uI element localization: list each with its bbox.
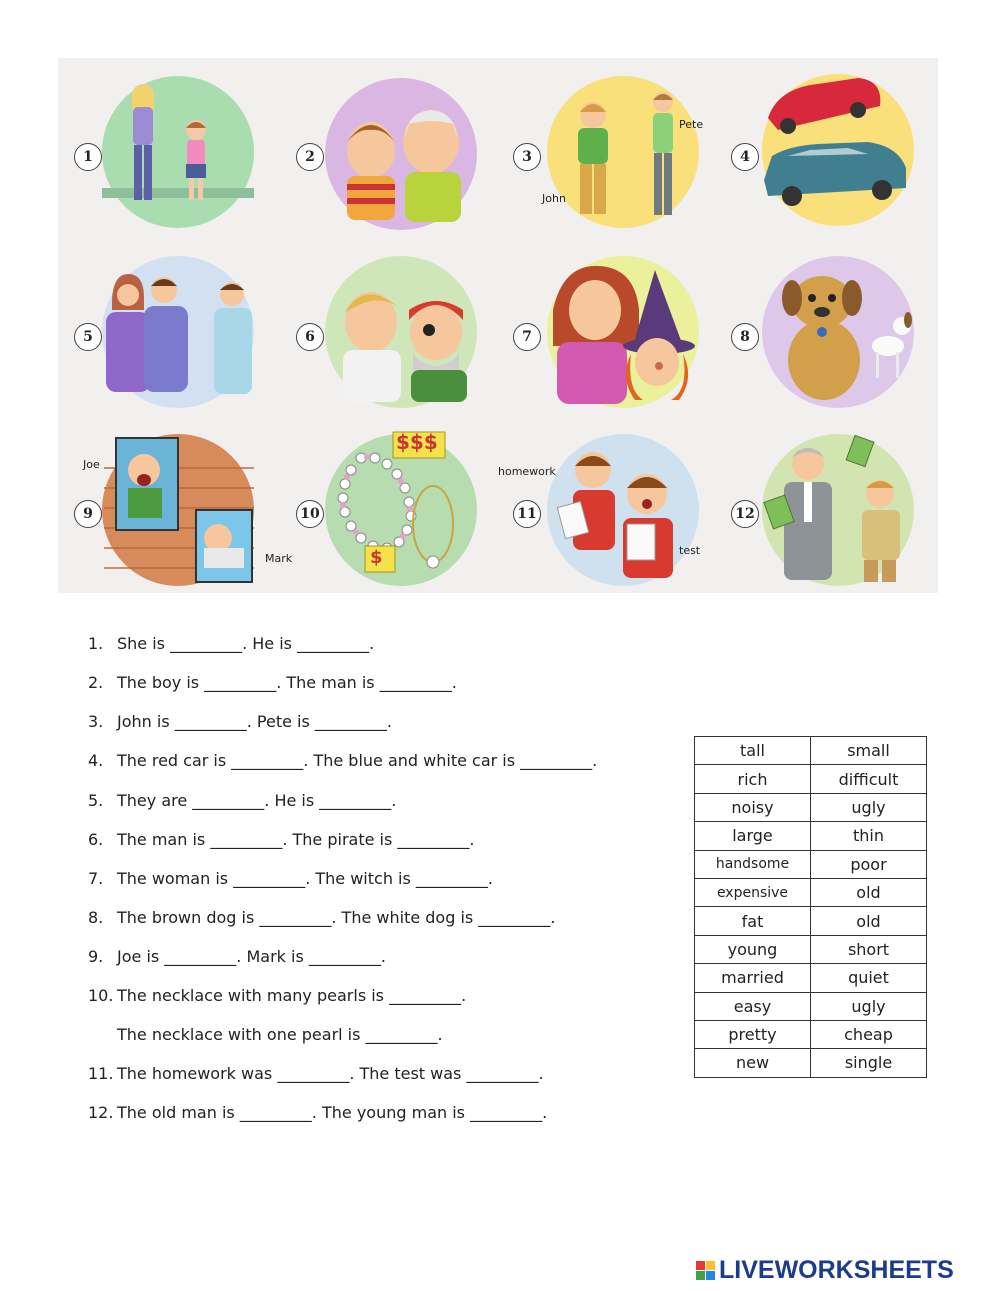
word-bank-row xyxy=(695,765,927,793)
question-text: The woman is _________. The witch is _________. xyxy=(117,869,493,888)
question-7 xyxy=(88,869,493,888)
question-number: 12. xyxy=(88,1103,114,1122)
price-tag-high: $$$ xyxy=(396,430,438,454)
question-number: 2. xyxy=(88,673,104,692)
scene-2-young-boy-old-man xyxy=(321,72,481,232)
word-cell: pretty xyxy=(695,1020,811,1048)
question-11 xyxy=(88,1064,544,1083)
word-cell: short xyxy=(811,935,927,963)
scene-4-new-car-old-car xyxy=(758,68,918,228)
question-number: 1. xyxy=(88,634,104,653)
question-text: The old man is _________. The young man is _________. xyxy=(117,1103,548,1122)
word-cell: difficult xyxy=(811,765,927,793)
word-cell: large xyxy=(695,822,811,850)
label-joe: Joe xyxy=(83,458,100,471)
question-text: The necklace with many pearls is _________. xyxy=(117,986,467,1005)
question-text: The red car is _________. The blue and white car is _________. xyxy=(117,751,598,770)
label-mark: Mark xyxy=(265,552,293,565)
word-bank-table xyxy=(694,736,927,1078)
question-10b xyxy=(88,1025,443,1044)
scene-8-fat-dog-thin-dog xyxy=(758,250,918,410)
logo-block-yellow xyxy=(706,1261,715,1270)
word-cell: single xyxy=(811,1049,927,1077)
question-number: 4. xyxy=(88,751,104,770)
word-bank-row xyxy=(695,935,927,963)
word-bank-row xyxy=(695,793,927,821)
label-homework: homework xyxy=(498,465,556,478)
scene-1-tall-woman-short-girl xyxy=(98,70,258,230)
word-cell: cheap xyxy=(811,1020,927,1048)
price-tag-low: $ xyxy=(370,547,383,568)
question-text: The homework was _________. The test was _________. xyxy=(117,1064,544,1083)
question-text: The brown dog is _________. The white dog is _________. xyxy=(117,908,556,927)
question-number: 11. xyxy=(88,1064,114,1083)
word-cell: poor xyxy=(811,850,927,878)
word-cell: old xyxy=(811,907,927,935)
picture-number-4: 4 xyxy=(731,143,759,171)
logo-blocks-icon xyxy=(696,1261,715,1280)
liveworksheets-logo[interactable] xyxy=(696,1256,954,1285)
question-6 xyxy=(88,830,474,849)
picture-number-11: 11 xyxy=(513,500,541,528)
word-cell: noisy xyxy=(695,793,811,821)
question-number: 8. xyxy=(88,908,104,927)
picture-number-9: 9 xyxy=(74,500,102,528)
picture-number-6: 6 xyxy=(296,323,324,351)
word-bank-row xyxy=(695,850,927,878)
question-number: 6. xyxy=(88,830,104,849)
question-number: 10. xyxy=(88,986,114,1005)
question-text: She is _________. He is _________. xyxy=(117,634,375,653)
label-test: test xyxy=(679,544,701,557)
picture-number-2: 2 xyxy=(296,143,324,171)
question-3 xyxy=(88,712,392,731)
word-cell: old xyxy=(811,878,927,906)
question-5 xyxy=(88,791,396,810)
question-text: The man is _________. The pirate is _________. xyxy=(117,830,475,849)
word-cell: rich xyxy=(695,765,811,793)
word-cell: fat xyxy=(695,907,811,935)
scene-11-easy-homework-difficult-test xyxy=(543,428,703,588)
word-cell: young xyxy=(695,935,811,963)
word-bank-row xyxy=(695,878,927,906)
picture-number-10: 10 xyxy=(296,500,324,528)
word-cell: ugly xyxy=(811,793,927,821)
logo-block-blue xyxy=(706,1271,715,1280)
word-bank-row xyxy=(695,1049,927,1077)
question-number: 5. xyxy=(88,791,104,810)
word-bank-row xyxy=(695,907,927,935)
scene-3-short-john-tall-pete xyxy=(543,70,703,230)
question-text: The boy is _________. The man is _________. xyxy=(117,673,457,692)
picture-number-8: 8 xyxy=(731,323,759,351)
question-text: They are _________. He is _________. xyxy=(117,791,397,810)
word-bank-row xyxy=(695,964,927,992)
scene-7-pretty-woman-ugly-witch xyxy=(543,250,703,410)
word-cell: thin xyxy=(811,822,927,850)
picture-number-1: 1 xyxy=(74,143,102,171)
question-1 xyxy=(88,634,374,653)
word-cell: quiet xyxy=(811,964,927,992)
scene-12-rich-old-man-poor-young-man xyxy=(758,428,918,588)
question-number: 9. xyxy=(88,947,104,966)
scene-5-married-couple-single-man xyxy=(98,250,258,410)
question-text: The necklace with one pearl is _________. xyxy=(117,1025,443,1044)
label-pete: Pete xyxy=(679,118,704,131)
logo-text: LIVEWORKSHEETS xyxy=(719,1256,954,1284)
word-cell: tall xyxy=(695,737,811,765)
word-cell: ugly xyxy=(811,992,927,1020)
label-john: John xyxy=(542,192,566,205)
question-12 xyxy=(88,1103,547,1122)
word-cell: expensive xyxy=(695,878,811,906)
question-text: Joe is _________. Mark is _________. xyxy=(117,947,386,966)
word-cell: small xyxy=(811,737,927,765)
logo-block-red xyxy=(696,1261,705,1270)
word-bank-row xyxy=(695,992,927,1020)
picture-number-3: 3 xyxy=(513,143,541,171)
scene-9-noisy-joe-quiet-mark xyxy=(98,428,258,588)
word-cell: easy xyxy=(695,992,811,1020)
picture-number-7: 7 xyxy=(513,323,541,351)
word-cell: new xyxy=(695,1049,811,1077)
word-bank-row xyxy=(695,1020,927,1048)
question-2 xyxy=(88,673,457,692)
question-9 xyxy=(88,947,386,966)
logo-block-green xyxy=(696,1271,705,1280)
picture-number-5: 5 xyxy=(74,323,102,351)
question-number: 3. xyxy=(88,712,104,731)
question-10 xyxy=(88,986,466,1005)
word-cell: married xyxy=(695,964,811,992)
word-bank-row xyxy=(695,737,927,765)
word-cell: handsome xyxy=(695,850,811,878)
picture-number-12: 12 xyxy=(731,500,759,528)
question-4 xyxy=(88,751,597,770)
question-number: 7. xyxy=(88,869,104,888)
word-bank-row xyxy=(695,822,927,850)
question-8 xyxy=(88,908,555,927)
scene-6-handsome-man-ugly-pirate xyxy=(321,250,481,410)
illustration-panel xyxy=(58,58,938,593)
question-text: John is _________. Pete is _________. xyxy=(117,712,392,731)
